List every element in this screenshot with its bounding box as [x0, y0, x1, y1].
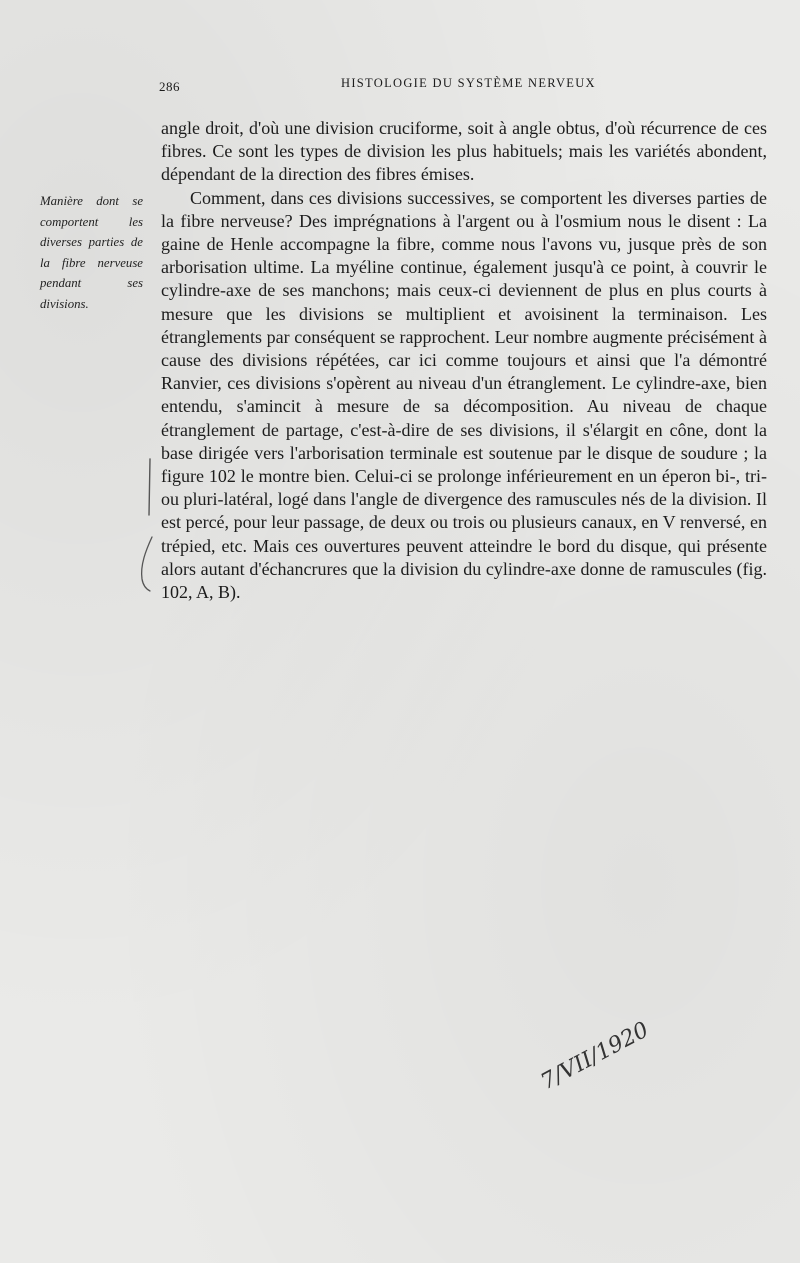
- paragraph-main: Comment, dans ces divisions successives, se comportent les diverses parties de la fibre nerveuse? Des imprégnations à l'argent ou à l'osmium nous le disent : La gaine de Henle accompagne la fibre, comme nous l'avons vu, jusque près de son arborisation ultime. La myéline continue, également jusqu'à ce point, à couvrir le cylindre-axe de ses manchons; mais ceux-ci deviennent de plus en plus courts à mesure que les divisions se multiplient et avoisinent la terminaison. Les étranglements par conséquent se rapprochent. Leur nombre augmente précisément à cause des divisions répétées, car ici comme toujours et ainsi que l'a démontré Ranvier, ces divisions s'opèrent au niveau d'un étranglement. Le cylindre-axe, bien entendu, s'amincit à mesure de sa décomposition. Au niveau de chaque étranglement de partage, c'est-à-dire de ses divisions, il s'élargit en cône, dont la base dirigée vers l'arborisation terminale est soutenue par le disque de soudure ; la figure 102 le montre bien. Celui-ci se prolonge inférieurement en un éperon bi-, tri- ou pluri-latéral, logé dans l'angle de divergence des ramuscules nés de la division. Il est percé, pour leur passage, de deux ou trois ou plusieurs canaux, en V renversé, en trépied, etc. Mais ces ouvertures peuvent atteindre le bord du disque, qui présente alors autant d'échancrures que la division du cylindre-axe donne de ramuscules (fig. 102, A, B).: [161, 187, 767, 603]
- margin-note: Manière dont se comportent les diverses parties de la fibre nerveuse pendant ses divisions.: [40, 194, 143, 311]
- handwritten-date: [536, 1017, 653, 1096]
- pencil-margin-mark: [128, 455, 164, 595]
- page-number: 286: [159, 79, 180, 94]
- paragraph-continuation: angle droit, d'où une division cruciforme, soit à angle obtus, d'où récurrence de ces fibres. Ce sont les types de division les plus habituels; mais les variétés abondent, dépendant de la direction des fibres émises.: [161, 118, 767, 185]
- page-header: [159, 76, 621, 96]
- body-text: [161, 117, 767, 604]
- svg-text:7/VII/1920: 7/VII/1920: [536, 1017, 653, 1096]
- running-title: HISTOLOGIE DU SYSTÈME NERVEUX: [341, 76, 596, 90]
